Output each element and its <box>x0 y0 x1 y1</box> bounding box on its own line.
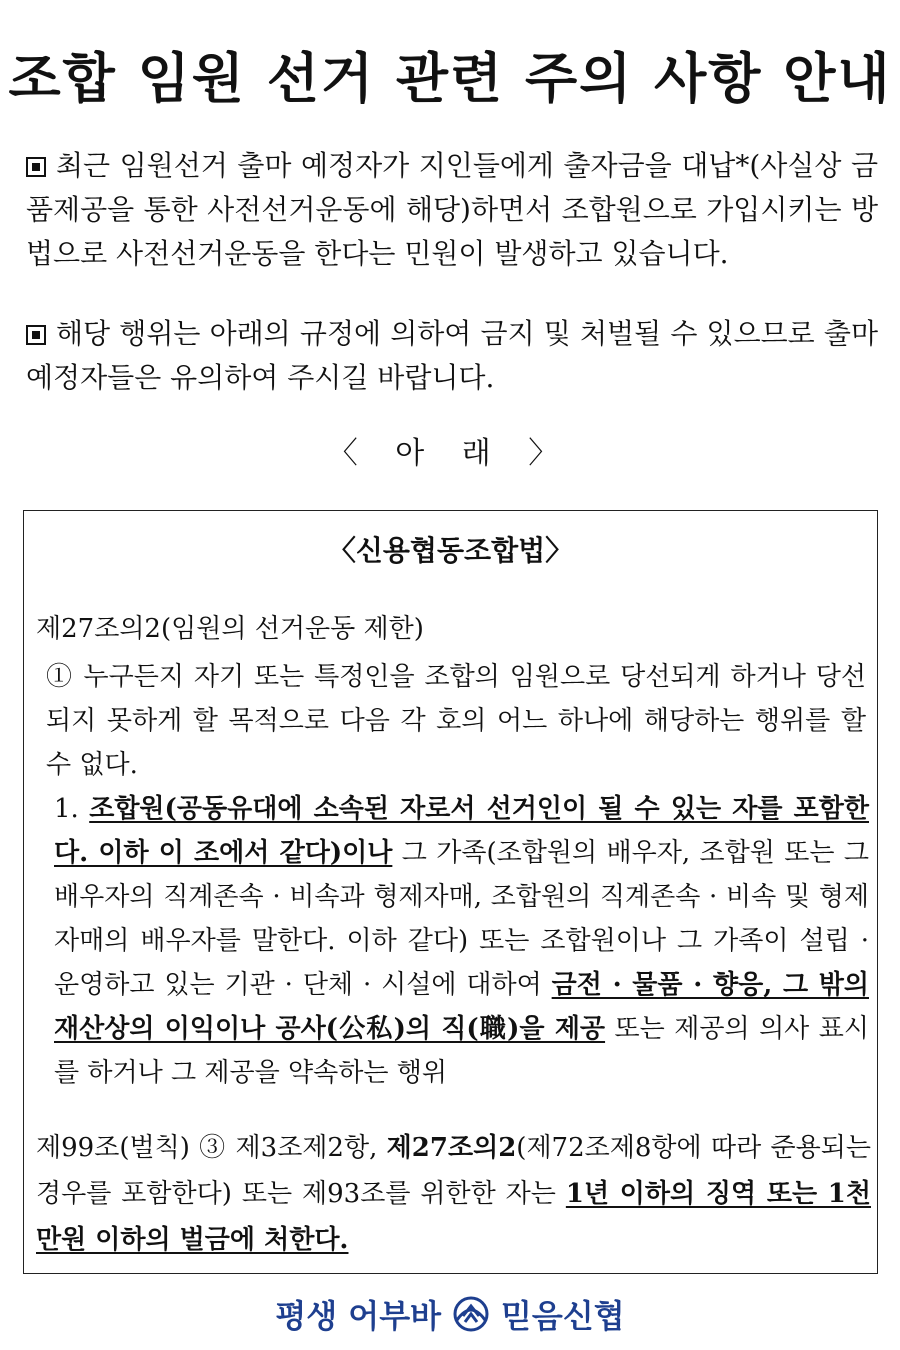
footer-branding <box>0 1288 900 1340</box>
notice-paragraph-2 <box>26 312 878 400</box>
square-bullet-icon <box>26 325 46 345</box>
item-bold-text-2: 금전 · 물품 · 향응, 그 밖의 재산상의 이익이나 공사(公私)의 직(職)을 제공 <box>54 970 869 1044</box>
article-heading: 제27조의2(임원의 선거운동 제한) <box>36 614 424 644</box>
penalty-bold-1: 제27조의2 <box>386 1133 517 1163</box>
penalty-bold-2: 1년 이하의 징역 또는 1천만원 이하의 벌금에 처한다. <box>36 1179 871 1255</box>
law-title: 〈신용협동조합법〉 <box>327 534 574 567</box>
notice-text-2: 해당 행위는 아래의 규정에 의하여 금지 및 처벌될 수 있으므로 출마 예정자들은 유의하여 주시길 바랍니다. <box>26 317 878 394</box>
article-item-1 <box>54 787 869 1095</box>
square-bullet-icon <box>26 157 46 177</box>
footer-slogan: 평생 어부바 <box>275 1297 442 1335</box>
shinhyup-logo-icon <box>451 1294 491 1334</box>
section-heading-arae: 〈 아 래 〉 <box>327 436 573 471</box>
penalty-clause <box>36 1125 871 1263</box>
item-text-1: 그 가족(조합원의 배우자, 조합원 또는 그 배우자의 직계존속 · 비속과 형제자매, 조합원의 직계존속 · 비속 및 형제자매의 배우자를 말한다. 이하 같다) 또는 조합원이나 그 가족이 설립 · 운영하고 있는 기관 · 단체 · 시설에 대하여 <box>54 838 869 1000</box>
notice-text-1: 최근 임원선거 출마 예정자가 지인들에게 출자금을 대납*(사실상 금품제공을 통한 사전선거운동에 해당)하면서 조합원으로 가입시키는 방법으로 사전선거운동을 한다는 민원이 발생하고 있습니다. <box>26 149 878 270</box>
notice-paragraph-1 <box>26 144 878 276</box>
article-paragraph-1: ① 누구든지 자기 또는 특정인을 조합의 임원으로 당선되게 하거나 당선되지 못하게 할 목적으로 다음 각 호의 어느 하나에 해당하는 행위를 할 수 없다. <box>46 662 866 780</box>
penalty-text-1: 제99조(벌칙) ③ 제3조제2항, <box>36 1133 387 1163</box>
item-bold-text-1: 조합원(공동유대에 소속된 자로서 선거인이 될 수 있는 자를 포함한다. 이하 이 조에서 같다)이나 <box>54 794 869 868</box>
law-excerpt-box <box>23 510 878 1274</box>
penalty-text-2: (제72조제8항에 따라 준용되는 경우를 포함한다) 또는 제93조를 위한한 자는 <box>36 1133 871 1209</box>
item-number: 1. <box>54 794 79 824</box>
footer-brand-name: 믿음신협 <box>501 1297 625 1335</box>
page-title: 조합 임원 선거 관련 주의 사항 안내 <box>8 47 892 110</box>
item-text-2: 또는 제공의 의사 표시를 하거나 그 제공을 약속하는 행위 <box>54 1014 870 1088</box>
